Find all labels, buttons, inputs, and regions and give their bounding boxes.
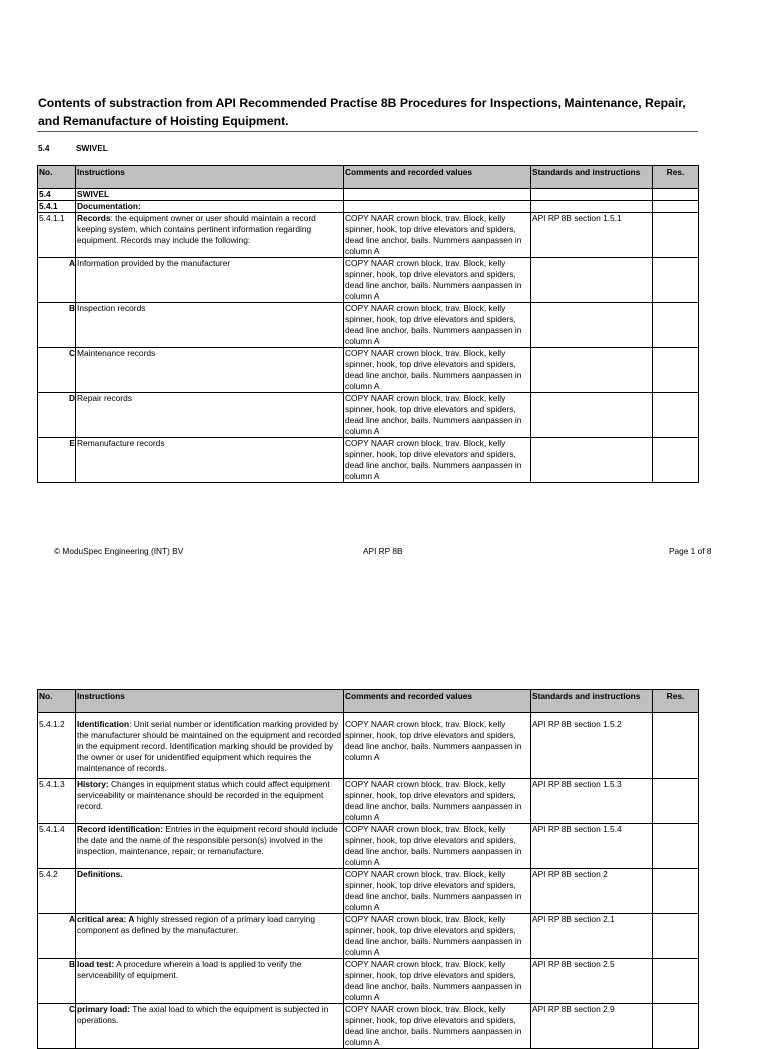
row-instructions: [76, 869, 344, 914]
row-instructions: [76, 914, 344, 959]
row-number: 5.4.2: [38, 869, 76, 914]
table-row: [38, 303, 699, 348]
table-row: [38, 258, 699, 303]
row-instructions: [76, 348, 344, 393]
instruction-heading: History:: [77, 779, 109, 789]
instruction-heading: Records: [77, 213, 111, 223]
section-number: 5.4: [38, 143, 50, 153]
instruction-heading: Identification: [77, 719, 130, 729]
instruction-heading: Record identification:: [77, 824, 164, 834]
instruction-text: highly stressed region of a primary load carrying component as defined by the manufacturer.: [77, 914, 316, 935]
row-result[interactable]: [653, 303, 699, 348]
row-number: E: [38, 438, 76, 483]
row-result[interactable]: [653, 959, 699, 1004]
row-number: 5.4.1.1: [38, 213, 76, 258]
instruction-text: Information provided by the manufacturer: [77, 258, 231, 268]
row-instructions: [76, 959, 344, 1004]
instruction-text: : Unit serial number or identification marking provided by the manufacturer should be maintained on the equipment and recorded in the equipment record. Identification marking should be provided by the owner or user for unidentified equipment which requires the maintenance of records.: [77, 719, 341, 773]
row-result[interactable]: [653, 914, 699, 959]
table-row: [38, 189, 699, 201]
row-standard: API RP 8B section 2.5: [531, 959, 653, 1004]
row-comment: COPY NAAR crown block, trav. Block, kelly spinner, hook, top drive elevators and spiders, dead line anchor, bails. Nummers aanpassen in column A: [344, 959, 531, 1004]
row-instructions: [76, 189, 344, 201]
row-instructions: [76, 1004, 344, 1049]
row-number: 5.4.1.3: [38, 779, 76, 824]
row-comment: COPY NAAR crown block, trav. Block, kelly spinner, hook, top drive elevators and spiders, dead line anchor, bails. Nummers aanpassen in column A: [344, 438, 531, 483]
instruction-text: : the equipment owner or user should maintain a record keeping system, which contains pertinent information regarding equipment. Records may include the following:: [77, 213, 316, 245]
instruction-text: Repair records: [77, 393, 132, 403]
header-standards: Standards and instructions: [531, 690, 653, 713]
row-standard: [531, 189, 653, 201]
row-comment: COPY NAAR crown block, trav. Block, kelly spinner, hook, top drive elevators and spiders, dead line anchor, bails. Nummers aanpassen in column A: [344, 869, 531, 914]
table-row: [38, 824, 699, 869]
row-instructions: [76, 213, 344, 258]
table-row: [38, 213, 699, 258]
row-instructions: [76, 258, 344, 303]
header-comments: Comments and recorded values: [344, 690, 531, 713]
row-instructions: [76, 824, 344, 869]
header-res: Res.: [653, 166, 699, 189]
row-result[interactable]: [653, 348, 699, 393]
row-instructions: [76, 201, 344, 213]
header-standards: Standards and instructions: [531, 166, 653, 189]
row-standard: [531, 348, 653, 393]
row-standard: API RP 8B section 1.5.4: [531, 824, 653, 869]
row-comment: [344, 189, 531, 201]
row-number: C: [38, 1004, 76, 1049]
row-standard: [531, 303, 653, 348]
row-result[interactable]: [653, 201, 699, 213]
table-row: [38, 393, 699, 438]
header-no: No.: [38, 690, 76, 713]
row-standard: [531, 393, 653, 438]
header-comments: Comments and recorded values: [344, 166, 531, 189]
row-comment: COPY NAAR crown block, trav. Block, kelly spinner, hook, top drive elevators and spiders, dead line anchor, bails. Nummers aanpassen in column A: [344, 779, 531, 824]
instruction-text: Inspection records: [77, 303, 146, 313]
header-no: No.: [38, 166, 76, 189]
footer-page-number: Page 1 of 8: [669, 546, 712, 556]
row-number: 5.4.1.2: [38, 713, 76, 779]
instruction-text: Changes in equipment status which could affect equipment serviceability or maintenance should be recorded in the equipment record.: [77, 779, 330, 811]
table-row: [38, 1004, 699, 1049]
table-row: [38, 201, 699, 213]
row-standard: [531, 258, 653, 303]
table-row: [38, 959, 699, 1004]
row-standard: API RP 8B section 1.5.2: [531, 713, 653, 779]
row-result[interactable]: [653, 824, 699, 869]
row-result[interactable]: [653, 213, 699, 258]
instruction-text: Entries in the equipment record should include the date and the name of the responsible person(s) involved in the inspection, maintenance, repair, or remanufacture.: [77, 824, 338, 856]
table-row: [38, 438, 699, 483]
header-instructions: Instructions: [76, 690, 344, 713]
row-result[interactable]: [653, 189, 699, 201]
row-result[interactable]: [653, 438, 699, 483]
row-number: D: [38, 393, 76, 438]
instruction-text: A procedure wherein a load is applied to verify the serviceability of equipment.: [77, 959, 302, 980]
row-standard: API RP 8B section 1.5.3: [531, 779, 653, 824]
row-comment: COPY NAAR crown block, trav. Block, kelly spinner, hook, top drive elevators and spiders, dead line anchor, bails. Nummers aanpassen in column A: [344, 713, 531, 779]
table-row: [38, 914, 699, 959]
row-number: 5.4.1: [38, 201, 76, 213]
title-divider: [37, 131, 698, 132]
row-number: B: [38, 303, 76, 348]
instruction-text: The axial load to which the equipment is subjected in operations.: [77, 1004, 329, 1025]
document-title: Contents of substraction from API Recommended Practise 8B Procedures for Inspections, Maintenance, Repair, and Remanufacture of Hoisting Equipment.: [38, 96, 686, 128]
instruction-heading: critical area: A: [77, 914, 135, 924]
header-res: Res.: [653, 690, 699, 713]
instruction-heading: load test:: [77, 959, 115, 969]
row-result[interactable]: [653, 869, 699, 914]
table-row: [38, 713, 699, 779]
instruction-heading: primary load:: [77, 1004, 131, 1014]
row-instructions: [76, 303, 344, 348]
instruction-text: Maintenance records: [77, 348, 156, 358]
row-standard: [531, 438, 653, 483]
row-instructions: [76, 713, 344, 779]
inspection-table-page1: [37, 165, 699, 483]
row-comment: [344, 201, 531, 213]
row-comment: COPY NAAR crown block, trav. Block, kelly spinner, hook, top drive elevators and spiders, dead line anchor, bails. Nummers aanpassen in column A: [344, 393, 531, 438]
row-number: 5.4.1.4: [38, 824, 76, 869]
row-number: C: [38, 348, 76, 393]
table-row: [38, 779, 699, 824]
section-name: SWIVEL: [76, 143, 108, 153]
row-standard: API RP 8B section 2.9: [531, 1004, 653, 1049]
row-instructions: [76, 438, 344, 483]
row-instructions: [76, 393, 344, 438]
row-comment: COPY NAAR crown block, trav. Block, kelly spinner, hook, top drive elevators and spiders, dead line anchor, bails. Nummers aanpassen in column A: [344, 348, 531, 393]
table-row: [38, 348, 699, 393]
row-number: B: [38, 959, 76, 1004]
instruction-text: Remanufacture records: [77, 438, 165, 448]
row-standard: API RP 8B section 1.5.1: [531, 213, 653, 258]
instruction-heading: SWIVEL: [77, 189, 110, 199]
row-comment: COPY NAAR crown block, trav. Block, kelly spinner, hook, top drive elevators and spiders, dead line anchor, bails. Nummers aanpassen in column A: [344, 213, 531, 258]
row-result[interactable]: [653, 258, 699, 303]
row-result[interactable]: [653, 1004, 699, 1049]
row-number: A: [38, 258, 76, 303]
header-instructions: Instructions: [76, 166, 344, 189]
footer-copyright: © ModuSpec Engineering (INT) BV: [54, 546, 184, 556]
instruction-heading: Definitions.: [77, 869, 123, 879]
instruction-heading: Documentation:: [77, 201, 141, 211]
row-standard: API RP 8B section 2.1: [531, 914, 653, 959]
row-comment: COPY NAAR crown block, trav. Block, kelly spinner, hook, top drive elevators and spiders, dead line anchor, bails. Nummers aanpassen in column A: [344, 824, 531, 869]
row-comment: COPY NAAR crown block, trav. Block, kelly spinner, hook, top drive elevators and spiders, dead line anchor, bails. Nummers aanpassen in column A: [344, 1004, 531, 1049]
table-header-row: [38, 166, 699, 189]
row-standard: API RP 8B section 2: [531, 869, 653, 914]
row-comment: COPY NAAR crown block, trav. Block, kelly spinner, hook, top drive elevators and spiders, dead line anchor, bails. Nummers aanpassen in column A: [344, 258, 531, 303]
table-header-row: [38, 690, 699, 713]
row-standard: [531, 201, 653, 213]
table-row: [38, 869, 699, 914]
row-result[interactable]: [653, 393, 699, 438]
row-number: 5.4: [38, 189, 76, 201]
row-result[interactable]: [653, 713, 699, 779]
row-comment: COPY NAAR crown block, trav. Block, kelly spinner, hook, top drive elevators and spiders, dead line anchor, bails. Nummers aanpassen in column A: [344, 914, 531, 959]
row-instructions: [76, 779, 344, 824]
row-result[interactable]: [653, 779, 699, 824]
row-comment: COPY NAAR crown block, trav. Block, kelly spinner, hook, top drive elevators and spiders, dead line anchor, bails. Nummers aanpassen in column A: [344, 303, 531, 348]
inspection-table-page2: [37, 689, 699, 1049]
footer-document: API RP 8B: [363, 546, 403, 556]
row-number: A: [38, 914, 76, 959]
